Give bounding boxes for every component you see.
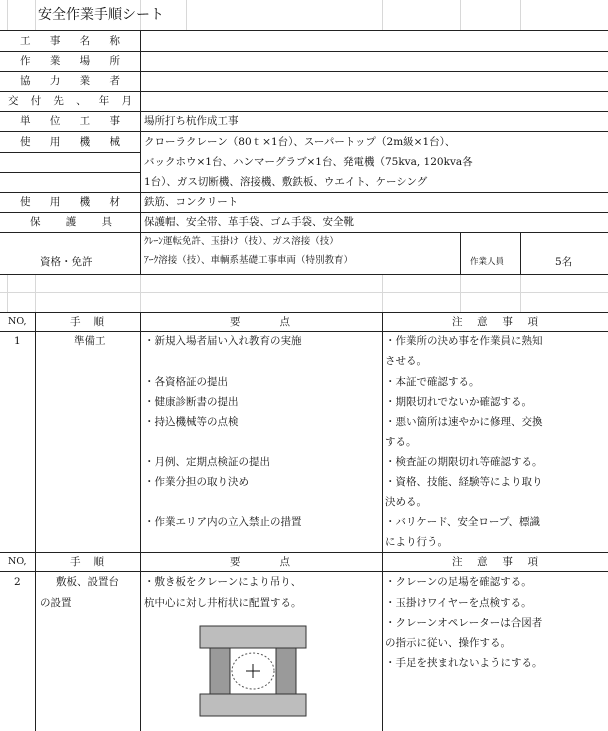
- hogogu-value: 保護帽、安全帯、革手袋、ゴム手袋、安全靴: [144, 216, 354, 228]
- step-1-chui-10: ・バリケード、安全ロープ、標識: [385, 516, 540, 528]
- label-char: 工: [79, 115, 91, 127]
- label-char: 作: [20, 55, 31, 67]
- step-1-yoten-5: ・月例、定期点検証の提出: [144, 456, 270, 468]
- tani-koji-value: 場所打ち杭作成工事: [144, 115, 239, 127]
- label-char: 要: [230, 556, 241, 568]
- label-shiyo-kizai: [20, 197, 120, 208]
- step-1-chui-11: により行う。: [385, 536, 448, 548]
- col-chui-2: [452, 557, 538, 568]
- label-hogogu: [30, 217, 112, 228]
- kikai-line-1: クローラクレーン（80ｔ×1台）、スーパートップ（2m級×1台）、: [144, 136, 456, 148]
- label-char: 護: [65, 216, 77, 228]
- step-1-yoten-3: ・健康診断書の提出: [144, 396, 239, 408]
- label-char: 単: [20, 115, 31, 127]
- label-char: 順: [93, 316, 104, 328]
- col-no: NO,: [8, 316, 27, 327]
- label-char: 力: [49, 75, 61, 87]
- sheet-title: 安全作業手順シート: [38, 7, 164, 23]
- sagyo-ninzu-label: 作業人員: [470, 257, 505, 267]
- kikai-line-2: バックホウ×1台、ハンマーグラブ×1台、発電機（75kva, 120kva各: [144, 156, 473, 168]
- label-char: 業: [79, 75, 91, 87]
- step-1-chui-3: ・本証で確認する。: [385, 376, 480, 388]
- col-yoten: [230, 317, 290, 328]
- label-char: 意: [477, 556, 488, 568]
- label-char: 具: [101, 216, 112, 228]
- step-2-name-1: 敷板、設置台: [56, 576, 119, 588]
- label-char: 工: [20, 35, 31, 47]
- label-char: 要: [230, 316, 241, 328]
- step-2-name-2: の設置: [40, 597, 72, 609]
- step-2-chui-5: ・手足を挟まれないようにする。: [385, 657, 543, 669]
- step-1-chui-7: ・検査証の期限切れ等確認する。: [385, 456, 543, 468]
- label-tani-koji: [20, 116, 120, 127]
- step-1-chui-2: させる。: [385, 355, 427, 367]
- label-char: 項: [527, 556, 538, 568]
- step-2-chui-4: の指示に従い、操作する。: [385, 637, 511, 649]
- label-char: 械: [109, 136, 120, 148]
- step-2-yoten-2: 杭中心に対し井桁状に配置する。: [144, 597, 302, 609]
- label-char: 所: [109, 55, 120, 67]
- label-kofusaki: [8, 96, 132, 107]
- label-char: 点: [279, 316, 290, 328]
- step-2-no: 2: [14, 576, 21, 588]
- sagyo-ninzu-value: 5名: [555, 256, 573, 268]
- step-1-no: 1: [14, 335, 21, 347]
- step-1-chui-1: ・作業所の決め事を作業員に熟知: [385, 335, 543, 347]
- step-2-chui-1: ・クレーンの足場を確認する。: [385, 576, 532, 588]
- kizai-value: 鉄筋、コンクリート: [144, 196, 239, 208]
- label-char: 場: [79, 55, 91, 67]
- label-char: 年: [98, 95, 110, 107]
- label-char: 使: [20, 136, 31, 148]
- label-char: 協: [20, 75, 31, 87]
- label-char: 手: [70, 316, 81, 328]
- step-1-yoten-4: ・持込機械等の点検: [144, 416, 239, 428]
- step-1-chui-6: する。: [385, 436, 417, 448]
- label-char: 注: [452, 556, 463, 568]
- label-char: 者: [109, 75, 120, 87]
- label-char: 注: [452, 316, 463, 328]
- col-no-2: NO,: [8, 556, 27, 567]
- step-1-chui-5: ・悪い箇所は速やかに修理、交換: [385, 416, 543, 428]
- label-koji-meisho: [20, 36, 120, 47]
- step-1-yoten-1: ・新規入場者届い入れ教育の実施: [144, 335, 302, 347]
- label-char: 使: [20, 196, 31, 208]
- label-shiyo-kikai: [20, 137, 120, 148]
- label-sagyo-basho: [20, 56, 120, 67]
- col-tejun-2: [70, 557, 104, 568]
- label-char: 意: [477, 316, 488, 328]
- mat-layout-diagram: [198, 624, 308, 718]
- label-char: 機: [79, 136, 91, 148]
- label-char: 機: [79, 196, 91, 208]
- step-1-yoten-2: ・各資格証の提出: [144, 376, 228, 388]
- label-char: 手: [70, 556, 81, 568]
- step-1-chui-4: ・期限切れでないか確認する。: [385, 396, 532, 408]
- label-char: 材: [109, 196, 120, 208]
- label-char: 名: [79, 35, 91, 47]
- step-1-yoten-7: ・作業エリア内の立入禁止の措置: [144, 516, 302, 528]
- step-1-yoten-6: ・作業分担の取り決め: [144, 476, 249, 488]
- label-char: 事: [109, 115, 120, 127]
- step-1-chui-9: 決める。: [385, 496, 427, 508]
- step-1-name: 準備工: [74, 335, 106, 347]
- label-char: 保: [30, 216, 41, 228]
- label-char: 交: [8, 95, 19, 107]
- shikaku-line-2: ｱｰｸ溶接（技）、車輌系基礎工事車両（特別教育）: [144, 255, 354, 266]
- label-char: 用: [49, 196, 61, 208]
- label-char: 付: [30, 95, 42, 107]
- col-yoten-2: [230, 557, 290, 568]
- label-char: 順: [93, 556, 104, 568]
- step-2-chui-2: ・玉掛けワイヤーを点検する。: [385, 597, 532, 609]
- label-char: 月: [121, 95, 132, 107]
- kikai-line-3: 1台）、ガス切断機、溶接機、敷鉄板、ウエイト、ケーシング: [144, 176, 428, 188]
- mat-bottom: [200, 694, 306, 716]
- label-char: 称: [109, 35, 120, 47]
- label-char: 業: [49, 55, 61, 67]
- step-2-yoten-1: ・敷き板をクレーンにより吊り、: [144, 576, 302, 588]
- label-char: 事: [49, 35, 61, 47]
- mat-top: [200, 626, 306, 648]
- label-char: 事: [502, 316, 513, 328]
- label-char: 用: [49, 136, 61, 148]
- step-1-chui-8: ・資格、技能、経験等により取り: [385, 476, 543, 488]
- label-kyoryoku-gyosha: [20, 76, 120, 87]
- step-2-chui-3: ・クレーンオペレーターは合図者: [385, 617, 543, 629]
- label-char: 、: [76, 95, 87, 107]
- shikaku-line-1: ｸﾚｰﾝ運転免許、玉掛け（技）、ガス溶接（技）: [144, 236, 339, 247]
- col-tejun: [70, 317, 104, 328]
- label-char: 位: [49, 115, 61, 127]
- col-chui: [452, 317, 538, 328]
- label-char: 項: [527, 316, 538, 328]
- label-char: 先: [53, 95, 64, 107]
- label-char: 点: [279, 556, 290, 568]
- label-shikaku: 資格・免許: [40, 256, 93, 268]
- label-char: 事: [502, 556, 513, 568]
